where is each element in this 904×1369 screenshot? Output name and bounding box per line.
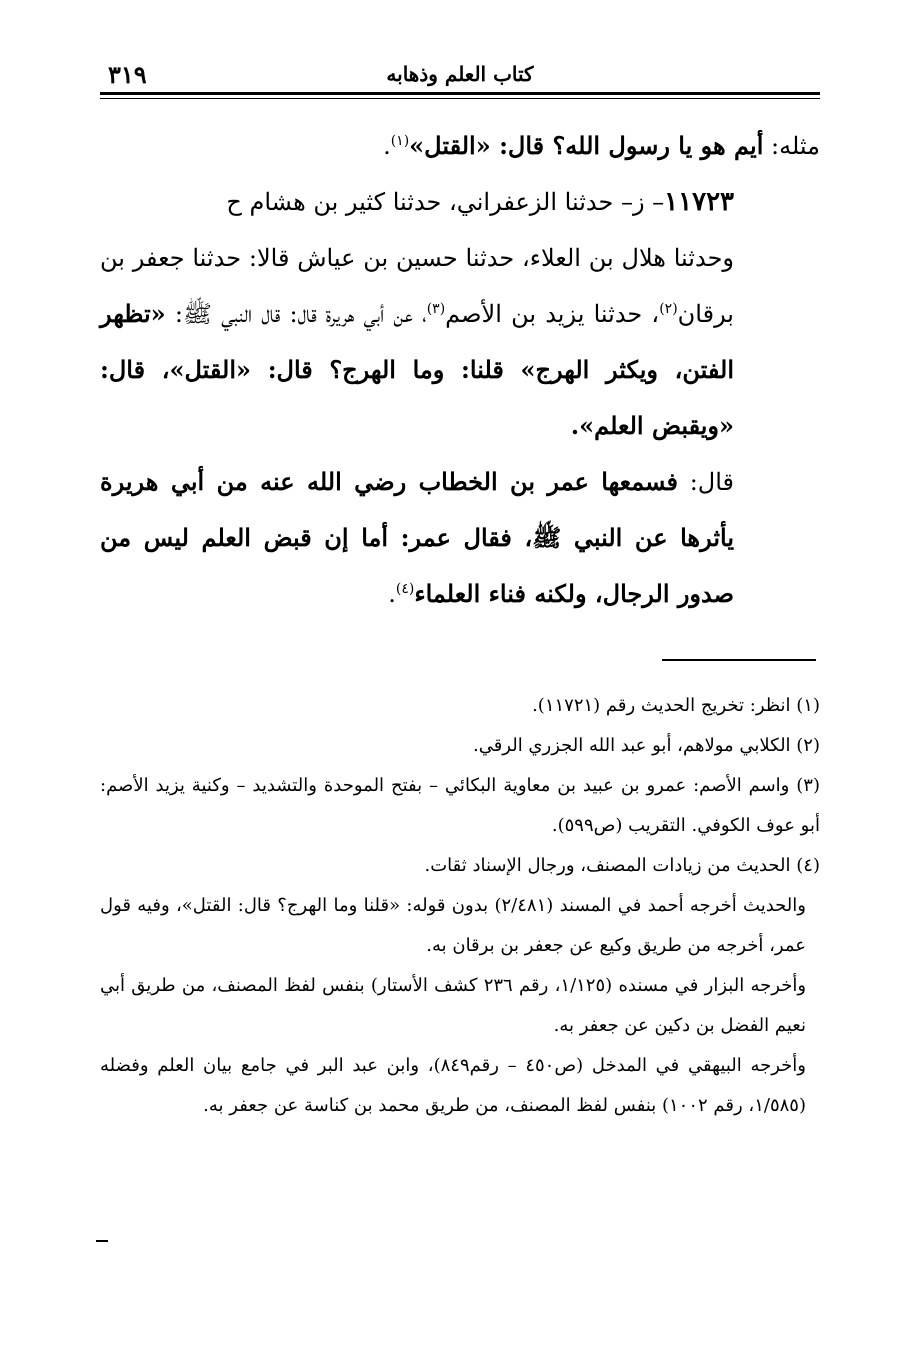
header-rule-thin (100, 98, 820, 99)
page-number: ٣١٩ (108, 60, 147, 89)
paragraph-continuation: مثله: أيم هو يا رسول الله؟ قال: «القتل»$^{(١)}$. (383, 131, 820, 160)
footnote-ref-2: (٢) (659, 301, 678, 317)
footnote-separator (662, 659, 816, 661)
footnote-2: (٢) الكلابي مولاهم، أبو عبد الله الجزري الرقي. (472, 735, 820, 756)
chapter-title: كتاب العلم وذهابه (386, 62, 534, 86)
running-header (100, 58, 820, 98)
footnote-ref-1: (١) (390, 133, 410, 149)
footnote-4: (٤) الحديث من زيادات المصنف، ورجال الإسناد ثقات. (424, 855, 820, 876)
footnote-4-paragraph: والحديث أخرجه أحمد في المسند (٢/٤٨١) بدون قوله: «قلنا وما الهرج؟ قال: القتل»، وفيه قول عمر، أخرجه من طريق وكيع عن جعفر بن برقان به. (100, 895, 806, 956)
footnote-ref-3: (٣) (426, 301, 446, 317)
footnote-ref-4: (٤) (395, 581, 415, 597)
hadith-heading: ١١٧٢٣– ز– حدثنا الزعفراني، حدثنا كثير بن هشام ح (226, 187, 734, 217)
narration-paragraph: قال: فسمعها عمر بن الخطاب رضي الله عنه من أبي هريرة يأثرها عن النبي ﷺ، فقال عمر: أما إن قبض العلم ليس من صدور الرجال، ولكنه فناء العلماء$^{(٤)}$. (100, 467, 734, 608)
header-rule-thick (100, 92, 820, 95)
footnote-1: (١) انظر: تخريج الحديث رقم (١١٧٢١). (532, 695, 820, 716)
footnotes (100, 686, 820, 1126)
footnote-4-paragraph: وأخرجه البيهقي في المدخل (ص٤٥٠ – رقم٨٤٩)، وابن عبد البر في جامع بيان العلم وفضله (١/٥٨٥، رقم ١٠٠٢) بنفس لفظ المصنف، من طريق محمد بن كناسة عن جعفر به. (100, 1055, 806, 1116)
page-end-mark (96, 1240, 108, 1242)
footnote-3: (٣) واسم الأصم: عمرو بن عبيد بن معاوية البكائي – بفتح الموحدة والتشديد – وكنية يزيد الأصم: أبو عوف الكوفي. التقريب (ص٥٩٩). (100, 775, 820, 836)
isnad-paragraph: وحدثنا هلال بن العلاء، حدثنا حسين بن عياش قالا: حدثنا جعفر بن برقان$^{(٢)}$، حدثنا يزيد بن الأصم$^{(٣)}$، عن أبي هريرة قال: قال النبي ﷺ: «تظهر الفتن، ويكثر الهرج» قلنا: وما الهرج؟ قال: «القتل»، قال: «ويقبض العلم». (100, 244, 734, 440)
hadith-number: ١١٧٢٣ (664, 187, 734, 217)
footnote-4-paragraph: وأخرجه البزار في مسنده (١/١٢٥، رقم ٢٣٦ كشف الأستار) بنفس لفظ المصنف، من طريق أبي نعيم الفضل بن دكين عن جعفر به. (100, 975, 807, 1036)
main-text (100, 118, 820, 622)
